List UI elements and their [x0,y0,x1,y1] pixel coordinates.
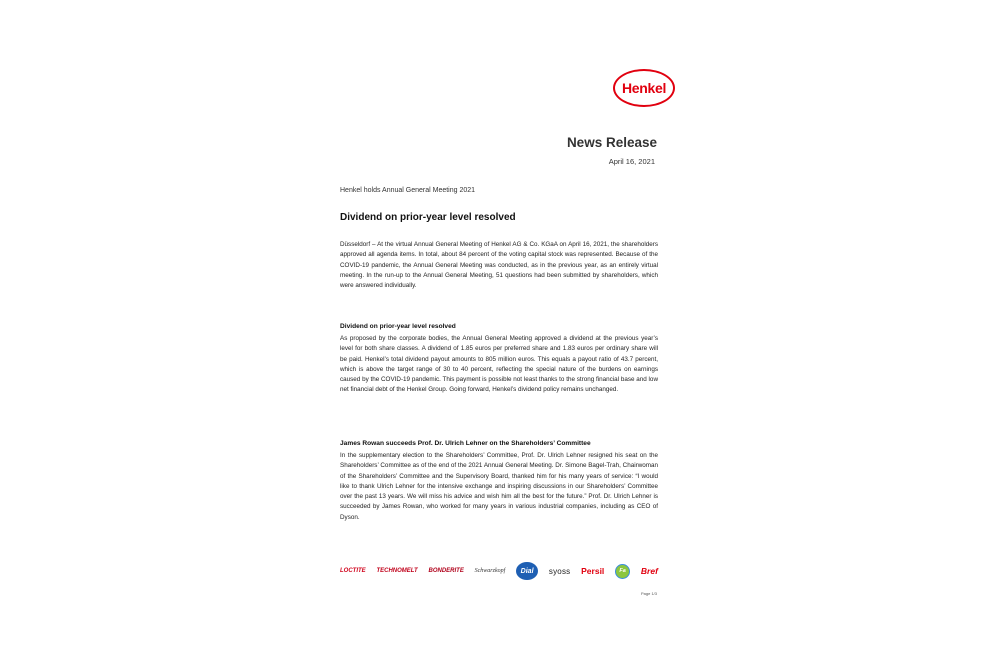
brand-schwarzkopf: Schwarzkopf [474,568,506,574]
paragraph-intro: Düsseldorf – At the virtual Annual General Meeting of Henkel AG & Co. KGaA on April 16, 2021, the shareholders approved all agenda items. In total, about 84 percent of the voting capital stock was represented. Because of the COVID-19 pandemic, the Annual General Meeting was conducted, as in the previous year, as an entirely virtual meeting. In the run-up to the Annual General Meeting, 51 questions had been submitted by shareholders, which were answered individually. [340,241,658,290]
paragraph-committee: In the supplementary election to the Shareholders’ Committee, Prof. Dr. Ulrich Lehner resigned his seat on the Shareholders’ Committee as of the end of the 2021 Annual General Meeting. Dr. Simone Bagel-Trah, Chairwoman of the Shareholders’ Committee and the Supervisory Board, thanked him for his many years of service: “I would like to thank Ulrich Lehner for the intensive exchange and inspiring discussions in our Shareholders’ Committee over the past 13 years. We will miss his advice and wish him all the best for the future.” Prof. Dr. Ulrich Lehner is succeeded by James Rowan, who worked for many years in various industrial companies, including as CEO of Dyson. [340,452,658,521]
brand-bonderite: BONDERITE [428,568,464,574]
brand-dial: Dial [516,562,538,580]
brand-syoss: syoss [548,566,571,576]
paragraph-dividend: As proposed by the corporate bodies, the Annual General Meeting approved a dividend at the previous year’s level for both share classes. A dividend of 1.85 euros per preferred share and 1.83 euros per ordinary share will be paid. Henkel’s total dividend payout amounts to 805 million euros. This equals a payout ratio of 43.7 percent, which is above the target range of 30 to 40 percent, reflecting the special nature of the burdens on earnings caused by the COVID-19 pandemic. This payment is possible not least thanks to the strong financial base and low net financial debt of the Henkel Group. Going forward, Henkel’s dividend policy remains unchanged. [340,335,658,394]
brand-persil: Persil [581,566,605,576]
section-heading-dividend: Dividend on prior-year level resolved [340,323,456,330]
brand-logo-strip [340,560,658,582]
page-number: Page 1/3 [641,591,658,596]
section-heading-committee: James Rowan succeeds Prof. Dr. Ulrich Lehner on the Shareholders’ Committee [340,440,591,447]
brand-loctite: LOCTITE [340,568,366,574]
release-date: April 16, 2021 [608,157,655,166]
logo-text: Henkel [621,80,667,96]
henkel-logo [613,69,675,107]
subheadline: Henkel holds Annual General Meeting 2021 [340,187,476,194]
brand-fa: Fa [615,564,630,579]
headline: Dividend on prior-year level resolved [340,212,516,223]
brand-technomelt: TECHNOMELT [376,568,418,574]
brand-bref: Bref [640,566,658,576]
news-release-title: News Release [566,135,657,150]
